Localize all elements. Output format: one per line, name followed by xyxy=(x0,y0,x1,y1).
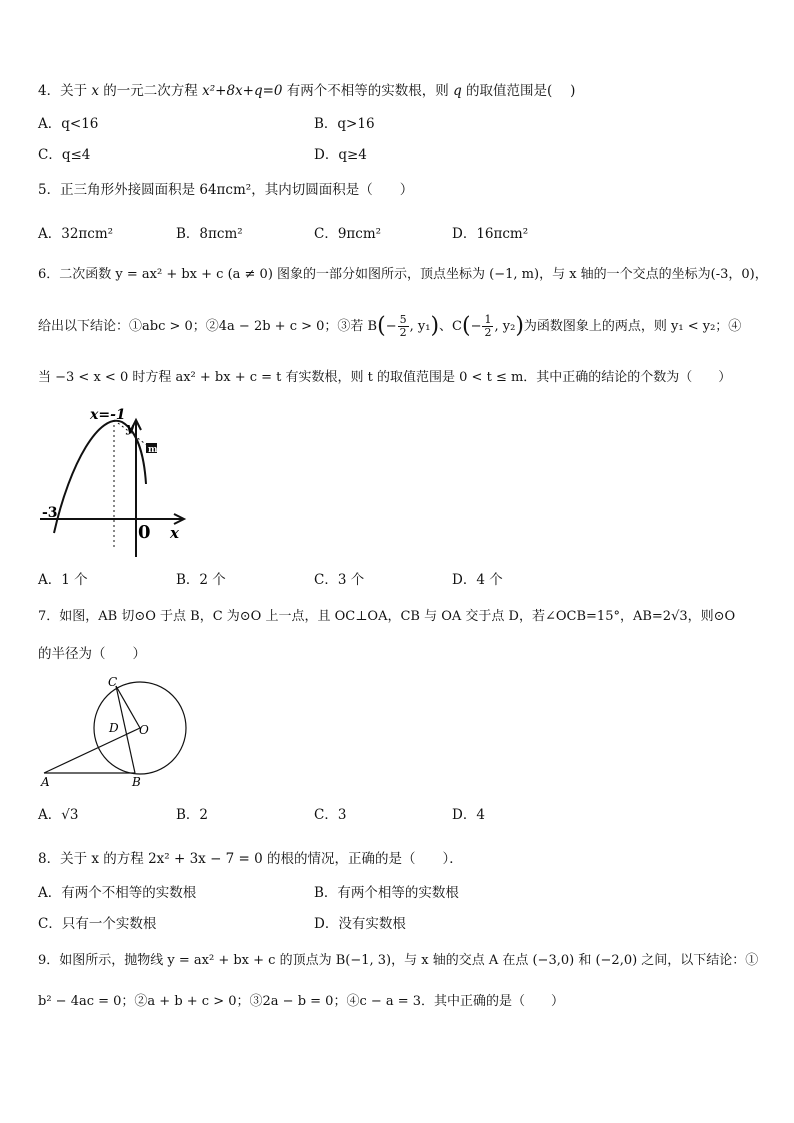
q4-text-c: 有两个不相等的实数根，则 xyxy=(282,83,454,99)
question-9-line-1: 9．如图所示，抛物线 y = ax² + bx + c 的顶点为 B(−1, 3)，与 x 轴的交点 A 在点 (−3,0) 和 (−2,0) 之间，以下结论：① xyxy=(38,953,759,968)
q4-option-c[interactable]: C．q≤4 xyxy=(38,147,91,163)
q6-line2-a: 给出以下结论：①abc > 0；②4a − 2b + c > 0；③若 B xyxy=(38,319,378,334)
q8-option-b[interactable]: B．有两个相等的实数根 xyxy=(314,885,459,901)
q6-fraction-c: $\frac{1}{2}$ xyxy=(484,313,492,339)
q6-fraction-b: $\frac{5}{2}$ xyxy=(399,313,407,339)
q4-option-d[interactable]: D．q≥4 xyxy=(314,147,367,163)
question-8-stem: 8．关于 x 的方程 2x² + 3x − 7 = 0 的根的情况，正确的是（ ）． xyxy=(38,851,463,867)
q6-label-y: y xyxy=(126,421,134,436)
q7-segment-ao xyxy=(44,728,140,773)
q5-option-a[interactable]: A．32πcm² xyxy=(38,226,114,242)
q6-option-d[interactable]: D．4 个 xyxy=(452,572,503,588)
q6-option-c[interactable]: C．3 个 xyxy=(314,572,365,588)
q7-label-c: C xyxy=(108,675,118,689)
q6-line2-e: 为函数图象上的两点，则 y₁ < y₂；④ xyxy=(523,319,742,334)
question-5-stem: 5．正三角形外接圆面积是 64πcm²，其内切圆面积是（ ） xyxy=(38,182,414,198)
q4-var-q: q xyxy=(453,83,462,99)
q4-text-a: 4．关于 xyxy=(38,83,92,99)
q6-line2-c: 、C xyxy=(439,319,462,334)
q6-label-neg3: -3 xyxy=(42,505,58,521)
question-6-line-1: 6．二次函数 y = ax² + bx + c (a ≠ 0) 图象的一部分如图所示，顶点坐标为 (−1, m)，与 x 轴的一个交点的坐标为(-3，0)， xyxy=(38,267,768,282)
q4-text-b: 的一元二次方程 xyxy=(99,83,203,99)
q6-option-a[interactable]: A．1 个 xyxy=(38,572,88,588)
q5-option-d[interactable]: D．16πcm² xyxy=(452,226,529,242)
q7-label-d: D xyxy=(109,721,119,735)
question-6-line-2: 给出以下结论：①abc > 0；②4a − 2b + c > 0；③若 B(− $\frac{5}{2}$ , y₁)、C(− $\frac{1}{2}$ , y₂)为函数图象上的两点，则 y₁ < y₂；④ xyxy=(38,313,742,339)
question-6-line-3: 当 −3 < x < 0 时方程 ax² + bx + c = t 有实数根，则 t 的取值范围是 0 < t ≤ m．其中正确的结论的个数为（ ） xyxy=(38,370,732,385)
q4-text-d: 的取值范围是( ) xyxy=(461,83,576,99)
question-9-line-2: b² − 4ac = 0；②a + b + c > 0；③2a − b = 0；④c − a = 3．其中正确的是（ ） xyxy=(38,994,565,1009)
q6-label-vline: x=-1 xyxy=(90,407,126,423)
q8-option-a[interactable]: A．有两个不相等的实数根 xyxy=(38,885,197,901)
q4-option-b[interactable]: B．q>16 xyxy=(314,116,375,132)
q4-var-x: x xyxy=(91,83,100,99)
q6-label-m: m xyxy=(148,445,158,455)
q6-parabola-graph xyxy=(40,402,200,562)
q7-option-a[interactable]: A．√3 xyxy=(38,807,79,823)
q7-label-o: O xyxy=(139,723,149,737)
q8-option-d[interactable]: D．没有实数根 xyxy=(314,916,406,932)
q7-label-a: A xyxy=(41,775,50,789)
q6-option-b[interactable]: B．2 个 xyxy=(176,572,226,588)
q7-option-c[interactable]: C．3 xyxy=(314,807,347,823)
q6-line2-d: , y₂ xyxy=(494,319,516,334)
q6-line2-b: , y₁ xyxy=(409,319,431,334)
question-7-line-2: 的半径为（ ） xyxy=(38,646,146,662)
q7-segment-co xyxy=(116,686,140,728)
question-4-stem xyxy=(38,82,575,100)
question-7-line-1: 7．如图，AB 切⊙O 于点 B，C 为⊙O 上一点，且 OC⊥OA，CB 与 OA 交于点 D，若∠OCB=15°，AB=2√3，则⊙O xyxy=(38,609,736,624)
q7-option-b[interactable]: B．2 xyxy=(176,807,209,823)
q4-equation: x²+8x+q=0 xyxy=(202,83,283,99)
q5-option-c[interactable]: C．9πcm² xyxy=(314,226,382,242)
q7-label-b: B xyxy=(132,775,141,789)
q6-label-origin: 0 xyxy=(138,522,151,543)
q7-circle-figure xyxy=(36,672,196,792)
q6-label-x: x xyxy=(170,524,179,542)
q7-segment-cb xyxy=(116,686,135,773)
q7-option-d[interactable]: D．4 xyxy=(452,807,485,823)
q8-option-c[interactable]: C．只有一个实数根 xyxy=(38,916,157,932)
q5-option-b[interactable]: B．8πcm² xyxy=(176,226,243,242)
q6-parabola-curve xyxy=(54,421,146,533)
q4-option-a[interactable]: A．q<16 xyxy=(38,116,99,132)
